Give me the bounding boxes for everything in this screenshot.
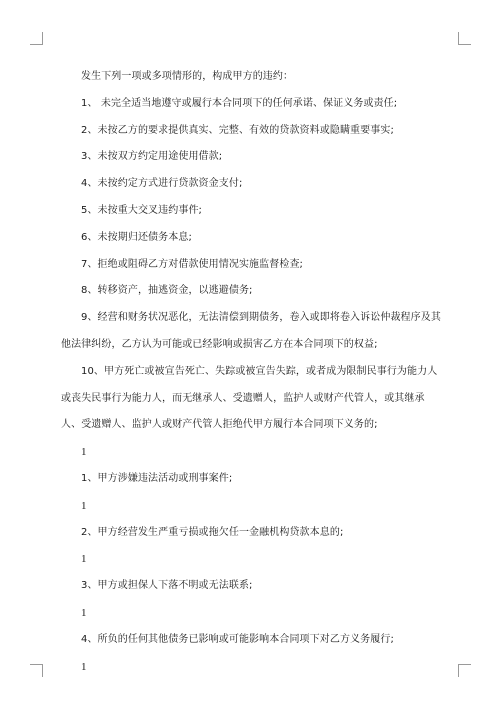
sub-item: 4、所负的任何其他债务已影响或可能影响本合同项下对乙方义务履行; [81,633,394,645]
sub-item: 2、甲方经营发生严重亏损或拖欠任一金融机构贷款本息的; [81,526,344,538]
trailing-marker: 1 [81,660,87,673]
list-item: 3、未按双方约定用途使用借款; [81,151,223,163]
intro-paragraph: 发生下列一项或多项情形的，构成甲方的违约： [81,71,294,82]
list-item: 7、拒绝或阻碍乙方对借款使用情况实施监督检查; [81,258,304,270]
sub-item-marker: 1 [81,446,87,459]
sub-item-marker: 1 [81,553,87,566]
list-item: 4、未按约定方式进行贷款资金支付; [81,178,243,190]
sub-item: 3、甲方或担保人下落不明或无法联系; [81,580,253,592]
document-body [61,64,441,680]
list-item: 10、甲方死亡或被宣告死亡、失踪或被宣告失踪，或者成为限制民事行为能力人或丧失民事行为能力人，而无继承人、受遗赠人，监护人或财产代管人，或其继承人、受遗赠人、监护人或财产代管人拒绝代甲方履行本合同项下义务的; [61,365,438,431]
crop-mark-bottom-right [458,664,471,677]
crop-mark-top-left [30,32,43,45]
list-item: 8、转移资产，抽逃资金，以逃避债务; [81,285,253,297]
sub-item: 1、甲方涉嫌违法活动或刑事案件; [81,472,233,484]
sub-item-marker: 1 [81,606,87,619]
list-item: 1、 未完全适当地遵守或履行本合同项下的任何承诺、保证义务或责任; [81,97,398,109]
list-item: 5、未按重大交叉违约事件; [81,204,203,216]
crop-mark-top-right [458,32,471,45]
list-item: 2、未按乙方的要求提供真实、完整、有效的贷款资料或隐瞒重要事实; [81,124,394,136]
crop-mark-bottom-left [30,664,43,677]
list-item: 9、经营和财务状况恶化，无法清偿到期债务，卷入或即将卷入诉讼仲裁程序及其他法律纠纷，乙方认为可能或已经影响或损害乙方在本合同项下的权益; [61,312,441,350]
sub-item-marker: 1 [81,499,87,512]
list-item: 6、未按期归还债务本息; [81,231,192,243]
